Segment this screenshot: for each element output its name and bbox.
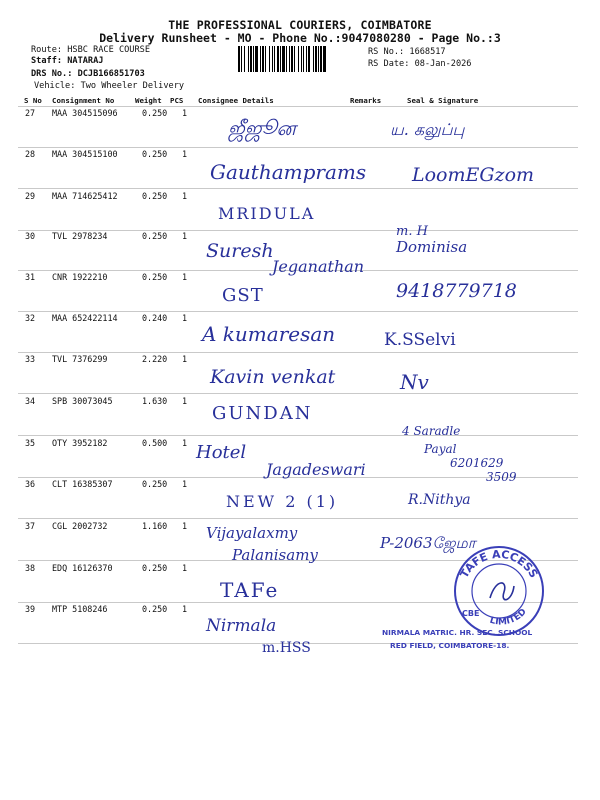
signature-33: Nv: [400, 370, 429, 394]
consignee-hand-39b: m.HSS: [262, 640, 311, 656]
row-weight: 0.250: [142, 231, 168, 241]
school-stamp-line2: RED FIELD, COIMBATORE-18.: [390, 641, 510, 650]
signature-35d: 3509: [486, 470, 517, 484]
row-sno: 35: [25, 438, 36, 448]
row-consignment-no: MAA 304515096: [52, 108, 118, 118]
row-consignment-no: MAA 714625412: [52, 191, 118, 201]
row-consignment-no: OTY 3952182: [52, 438, 108, 448]
signature-28: LoomEGzom: [412, 164, 535, 186]
signature-30: Dominisa: [396, 238, 468, 256]
signature-27: ய. கலுப்பு: [390, 120, 465, 139]
row-weight: 0.250: [142, 108, 168, 118]
row-weight: 0.500: [142, 438, 168, 448]
row-weight: 0.250: [142, 479, 168, 489]
row-sno: 38: [25, 563, 36, 573]
row-divider: [18, 147, 578, 148]
row-pcs: 1: [182, 396, 188, 406]
row-weight: 0.250: [142, 191, 168, 201]
col-header-consignment: Consignment No: [52, 96, 115, 105]
row-weight: 2.220: [142, 354, 168, 364]
row-pcs: 1: [182, 479, 188, 489]
row-pcs: 1: [182, 108, 188, 118]
row-consignment-no: EDQ 16126370: [52, 563, 113, 573]
signature-31: 9418779718: [396, 280, 517, 302]
signature-32: K.SSelvi: [384, 330, 456, 350]
consignee-hand-39: Nirmala: [206, 616, 277, 636]
consignee-hand-30: Suresh: [206, 240, 274, 262]
signature-36: R.Nithya: [408, 492, 471, 508]
row-divider: [18, 311, 578, 312]
row-consignment-no: MAA 304515100: [52, 149, 118, 159]
stamp-left-text: CBE: [462, 609, 480, 618]
svg-text:LIMITED: [488, 607, 528, 627]
school-stamp-line1: NIRMALA MATRIC. HR. SEC. SCHOOL: [382, 628, 533, 637]
row-sno: 30: [25, 231, 36, 241]
col-header-remarks: Remarks: [350, 96, 382, 105]
row-pcs: 1: [182, 231, 188, 241]
row-pcs: 1: [182, 438, 188, 448]
row-sno: 33: [25, 354, 36, 364]
row-sno: 28: [25, 149, 36, 159]
consignee-hand-30b: Jeganathan: [272, 257, 365, 276]
consignee-hand-27: ஜீஜூன: [228, 116, 296, 140]
signature-37: P-2063ஜேமா: [380, 534, 476, 552]
row-sno: 36: [25, 479, 36, 489]
stamp-bottom-text: LIMITED: [488, 607, 529, 628]
row-consignment-no: CGL 2002732: [52, 521, 108, 531]
row-consignment-no: CLT 16385307: [52, 479, 113, 489]
rs-date: RS Date: 08-Jan-2026: [368, 59, 472, 69]
row-weight: 0.250: [142, 272, 168, 282]
col-header-seal: Seal & Signature: [407, 96, 479, 105]
header-divider: [18, 106, 578, 107]
row-sno: 39: [25, 604, 36, 614]
company-title: THE PROFESSIONAL COURIERS, COIMBATORE: [168, 18, 432, 32]
signature-35a: 4 Saradle: [402, 424, 461, 438]
row-weight: 1.630: [142, 396, 168, 406]
signature-30-top: m. H: [396, 224, 428, 239]
barcode-icon: [238, 46, 366, 72]
row-weight: 0.250: [142, 604, 168, 614]
row-consignment-no: SPB 30073045: [52, 396, 113, 406]
row-sno: 27: [25, 108, 36, 118]
consignee-hand-36: NEW 2 (1): [226, 492, 339, 511]
row-pcs: 1: [182, 313, 188, 323]
consignee-hand-33: Kavin venkat: [210, 366, 336, 388]
consignee-hand-34: GUNDAN: [212, 403, 313, 424]
consignee-hand-37b: Palanisamy: [232, 546, 318, 564]
col-header-sno: S No: [24, 96, 42, 105]
row-weight: 0.240: [142, 313, 168, 323]
row-divider: [18, 188, 578, 189]
row-divider: [18, 393, 578, 394]
consignee-hand-29: MRIDULA: [218, 204, 316, 223]
row-consignment-no: TVL 2978234: [52, 231, 108, 241]
row-sno: 31: [25, 272, 36, 282]
col-header-consignee: Consignee Details: [198, 96, 274, 105]
row-pcs: 1: [182, 191, 188, 201]
row-weight: 1.160: [142, 521, 168, 531]
col-header-pcs: PCS: [170, 96, 184, 105]
row-sno: 34: [25, 396, 36, 406]
row-sno: 37: [25, 521, 36, 531]
row-divider: [18, 518, 578, 519]
row-weight: 0.250: [142, 563, 168, 573]
row-weight: 0.250: [142, 149, 168, 159]
row-consignment-no: TVL 7376299: [52, 354, 108, 364]
consignee-hand-31: GST: [222, 285, 264, 306]
consignee-hand-35: Hotel: [196, 442, 247, 463]
rs-number: RS No.: 1668517: [368, 47, 446, 57]
route-label: Route: HSBC RACE COURSE: [31, 45, 150, 55]
signature-35b: Payal: [424, 442, 457, 456]
row-pcs: 1: [182, 272, 188, 282]
row-consignment-no: CNR 1922210: [52, 272, 108, 282]
row-pcs: 1: [182, 521, 188, 531]
row-sno: 29: [25, 191, 36, 201]
row-divider: [18, 352, 578, 353]
row-pcs: 1: [182, 149, 188, 159]
consignee-hand-35b: Jagadeswari: [266, 460, 366, 479]
row-pcs: 1: [182, 563, 188, 573]
stamp-signature-scribble: [490, 583, 514, 600]
stamp-top-text: TAFE ACCESS: [457, 547, 541, 581]
consignee-hand-28: Gauthamprams: [210, 160, 367, 184]
consignee-hand-37: Vijayalaxmy: [206, 524, 298, 542]
row-consignment-no: MAA 652422114: [52, 313, 118, 323]
row-sno: 32: [25, 313, 36, 323]
consignee-hand-38: TAFe: [220, 578, 280, 602]
row-pcs: 1: [182, 354, 188, 364]
row-divider: [18, 435, 578, 436]
drs-label: DRS No.: DCJB166851703: [31, 69, 145, 79]
staff-label: Staff: NATARAJ: [31, 56, 104, 66]
row-consignment-no: MTP 5108246: [52, 604, 108, 614]
consignee-hand-32: A kumaresan: [202, 322, 336, 346]
col-header-weight: Weight: [135, 96, 162, 105]
row-pcs: 1: [182, 604, 188, 614]
tafe-seal-stamp: [452, 544, 546, 638]
runsheet-subtitle: Delivery Runsheet - MO - Phone No.:9047080280 - Page No.:3: [99, 31, 501, 45]
signature-35c: 6201629: [450, 456, 504, 470]
vehicle-label: Vehicle: Two Wheeler Delivery: [34, 81, 185, 91]
